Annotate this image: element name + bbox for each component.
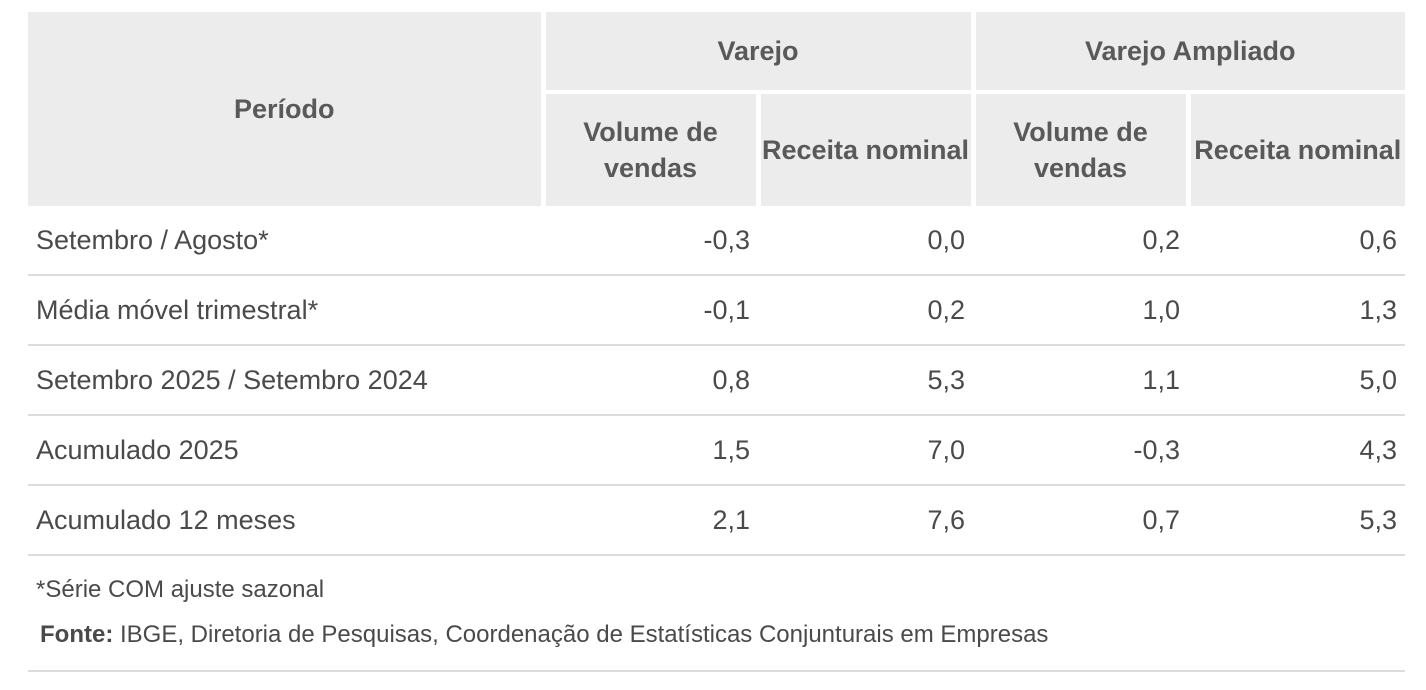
- cell-value: 1,3: [1188, 275, 1405, 345]
- cell-value: 1,1: [973, 345, 1188, 415]
- stats-table-container: [28, 12, 1405, 672]
- cell-value: -0,3: [973, 415, 1188, 485]
- table-header: [28, 12, 1405, 206]
- cell-value: 5,3: [758, 345, 973, 415]
- cell-value: 4,3: [1188, 415, 1405, 485]
- cell-value: -0,3: [543, 206, 758, 275]
- cell-value: 1,0: [973, 275, 1188, 345]
- column-header-periodo: Período: [28, 12, 543, 206]
- source-line: [28, 619, 1405, 650]
- cell-value: -0,1: [543, 275, 758, 345]
- cell-value: 0,8: [543, 345, 758, 415]
- table-row: [28, 415, 1405, 485]
- source-text: IBGE, Diretoria de Pesquisas, Coordenação de Estatísticas Conjunturais em Empresas: [113, 621, 1049, 649]
- cell-value: 0,2: [758, 275, 973, 345]
- cell-value: 5,3: [1188, 485, 1405, 555]
- cell-value: 5,0: [1188, 345, 1405, 415]
- cell-value: 0,7: [973, 485, 1188, 555]
- table-row: [28, 275, 1405, 345]
- cell-value: 0,6: [1188, 206, 1405, 275]
- cell-value: 7,6: [758, 485, 973, 555]
- seasonal-adjustment-footnote: *Série COM ajuste sazonal: [36, 576, 325, 603]
- table-row: [28, 345, 1405, 415]
- column-header-ampliado-receita: Receita nominal: [1188, 92, 1405, 206]
- row-label: Acumulado 2025: [28, 415, 543, 485]
- table-row: [28, 206, 1405, 275]
- table-row: [28, 485, 1405, 555]
- group-header-varejo: Varejo: [543, 12, 973, 92]
- group-header-varejo-ampliado: Varejo Ampliado: [973, 12, 1405, 92]
- row-label: Acumulado 12 meses: [28, 485, 543, 555]
- source-label: Fonte:: [40, 621, 114, 649]
- row-label: Setembro 2025 / Setembro 2024: [28, 345, 543, 415]
- cell-value: 7,0: [758, 415, 973, 485]
- row-label: Média móvel trimestral*: [28, 275, 543, 345]
- retail-stats-table: [28, 12, 1405, 556]
- cell-value: 0,0: [758, 206, 973, 275]
- cell-value: 0,2: [973, 206, 1188, 275]
- cell-value: 1,5: [543, 415, 758, 485]
- group-header-row: [28, 12, 1405, 92]
- column-header-varejo-receita: Receita nominal: [758, 92, 973, 206]
- column-header-ampliado-volume: Volume de vendas: [973, 92, 1188, 206]
- cell-value: 2,1: [543, 485, 758, 555]
- table-footer: [28, 574, 1405, 672]
- table-body: [28, 206, 1405, 555]
- row-label: Setembro / Agosto*: [28, 206, 543, 275]
- column-header-varejo-volume: Volume de vendas: [543, 92, 758, 206]
